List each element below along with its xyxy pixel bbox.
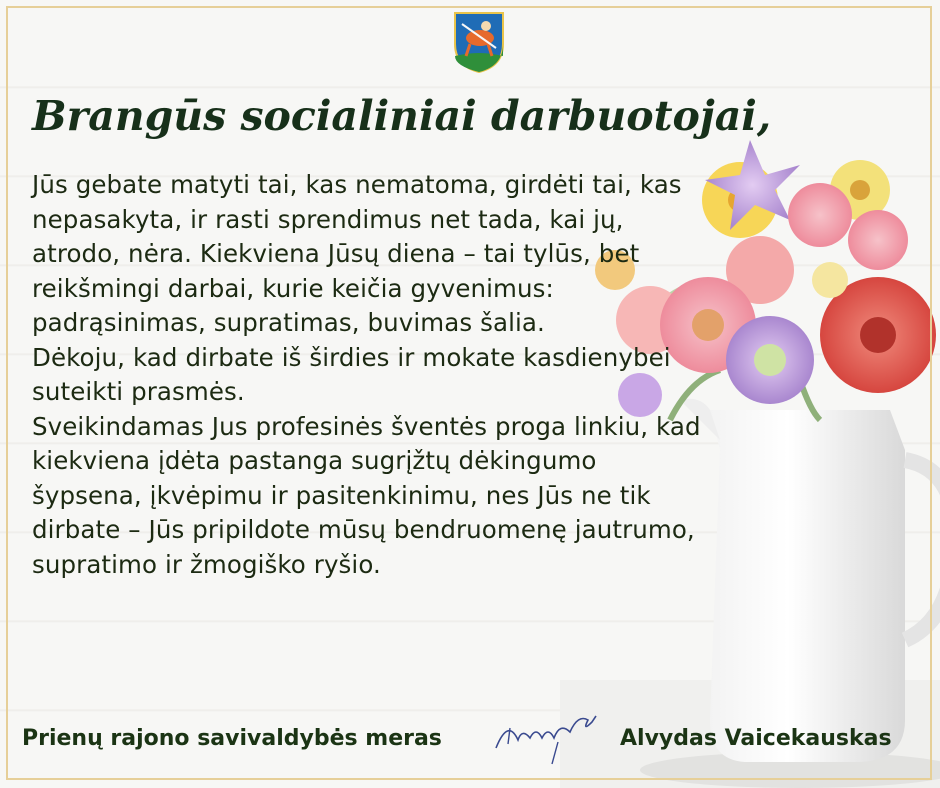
- message-line: šypsena, įkvėpimu ir pasitenkinimu, nes Jūs ne tik: [32, 480, 651, 510]
- mayor-title: Prienų rajono savivaldybės meras: [22, 726, 442, 751]
- message-line: kiekviena įdėta pastanga sugrįžtų dėkingumo: [32, 446, 597, 475]
- message-line: Jūs gebate matyti tai, kas nematoma, girdėti tai, kas: [32, 170, 682, 199]
- message-line: Dėkoju, kad dirbate iš širdies ir mokate kasdienybei: [32, 342, 671, 372]
- message-line: atrodo, nėra. Kiekviena Jūsų diena – tai tylūs, bet: [32, 239, 640, 268]
- coat-of-arms-icon: [452, 10, 506, 74]
- handwritten-signature: [488, 708, 608, 768]
- message-line: Sveikindamas Jus profesinės šventės proga linkiu, kad: [32, 411, 701, 441]
- message-body: [32, 168, 892, 582]
- message-line: supratimo ir žmogiško ryšio.: [32, 549, 381, 579]
- mayor-name: Alvydas Vaicekauskas: [620, 726, 892, 751]
- message-line: suteikti prasmės.: [32, 377, 245, 406]
- message-line: reikšmingi darbai, kurie keičia gyvenimus:: [32, 273, 554, 303]
- greeting-heading: Brangūs socialiniai darbuotojai,: [32, 92, 772, 140]
- message-line: nepasakyta, ir rasti sprendimus net tada, kai jų,: [32, 204, 624, 234]
- message-line: dirbate – Jūs pripildote mūsų bendruomenę jautrumo,: [32, 515, 695, 544]
- message-line: padrąsinimas, supratimas, buvimas šalia.: [32, 308, 545, 337]
